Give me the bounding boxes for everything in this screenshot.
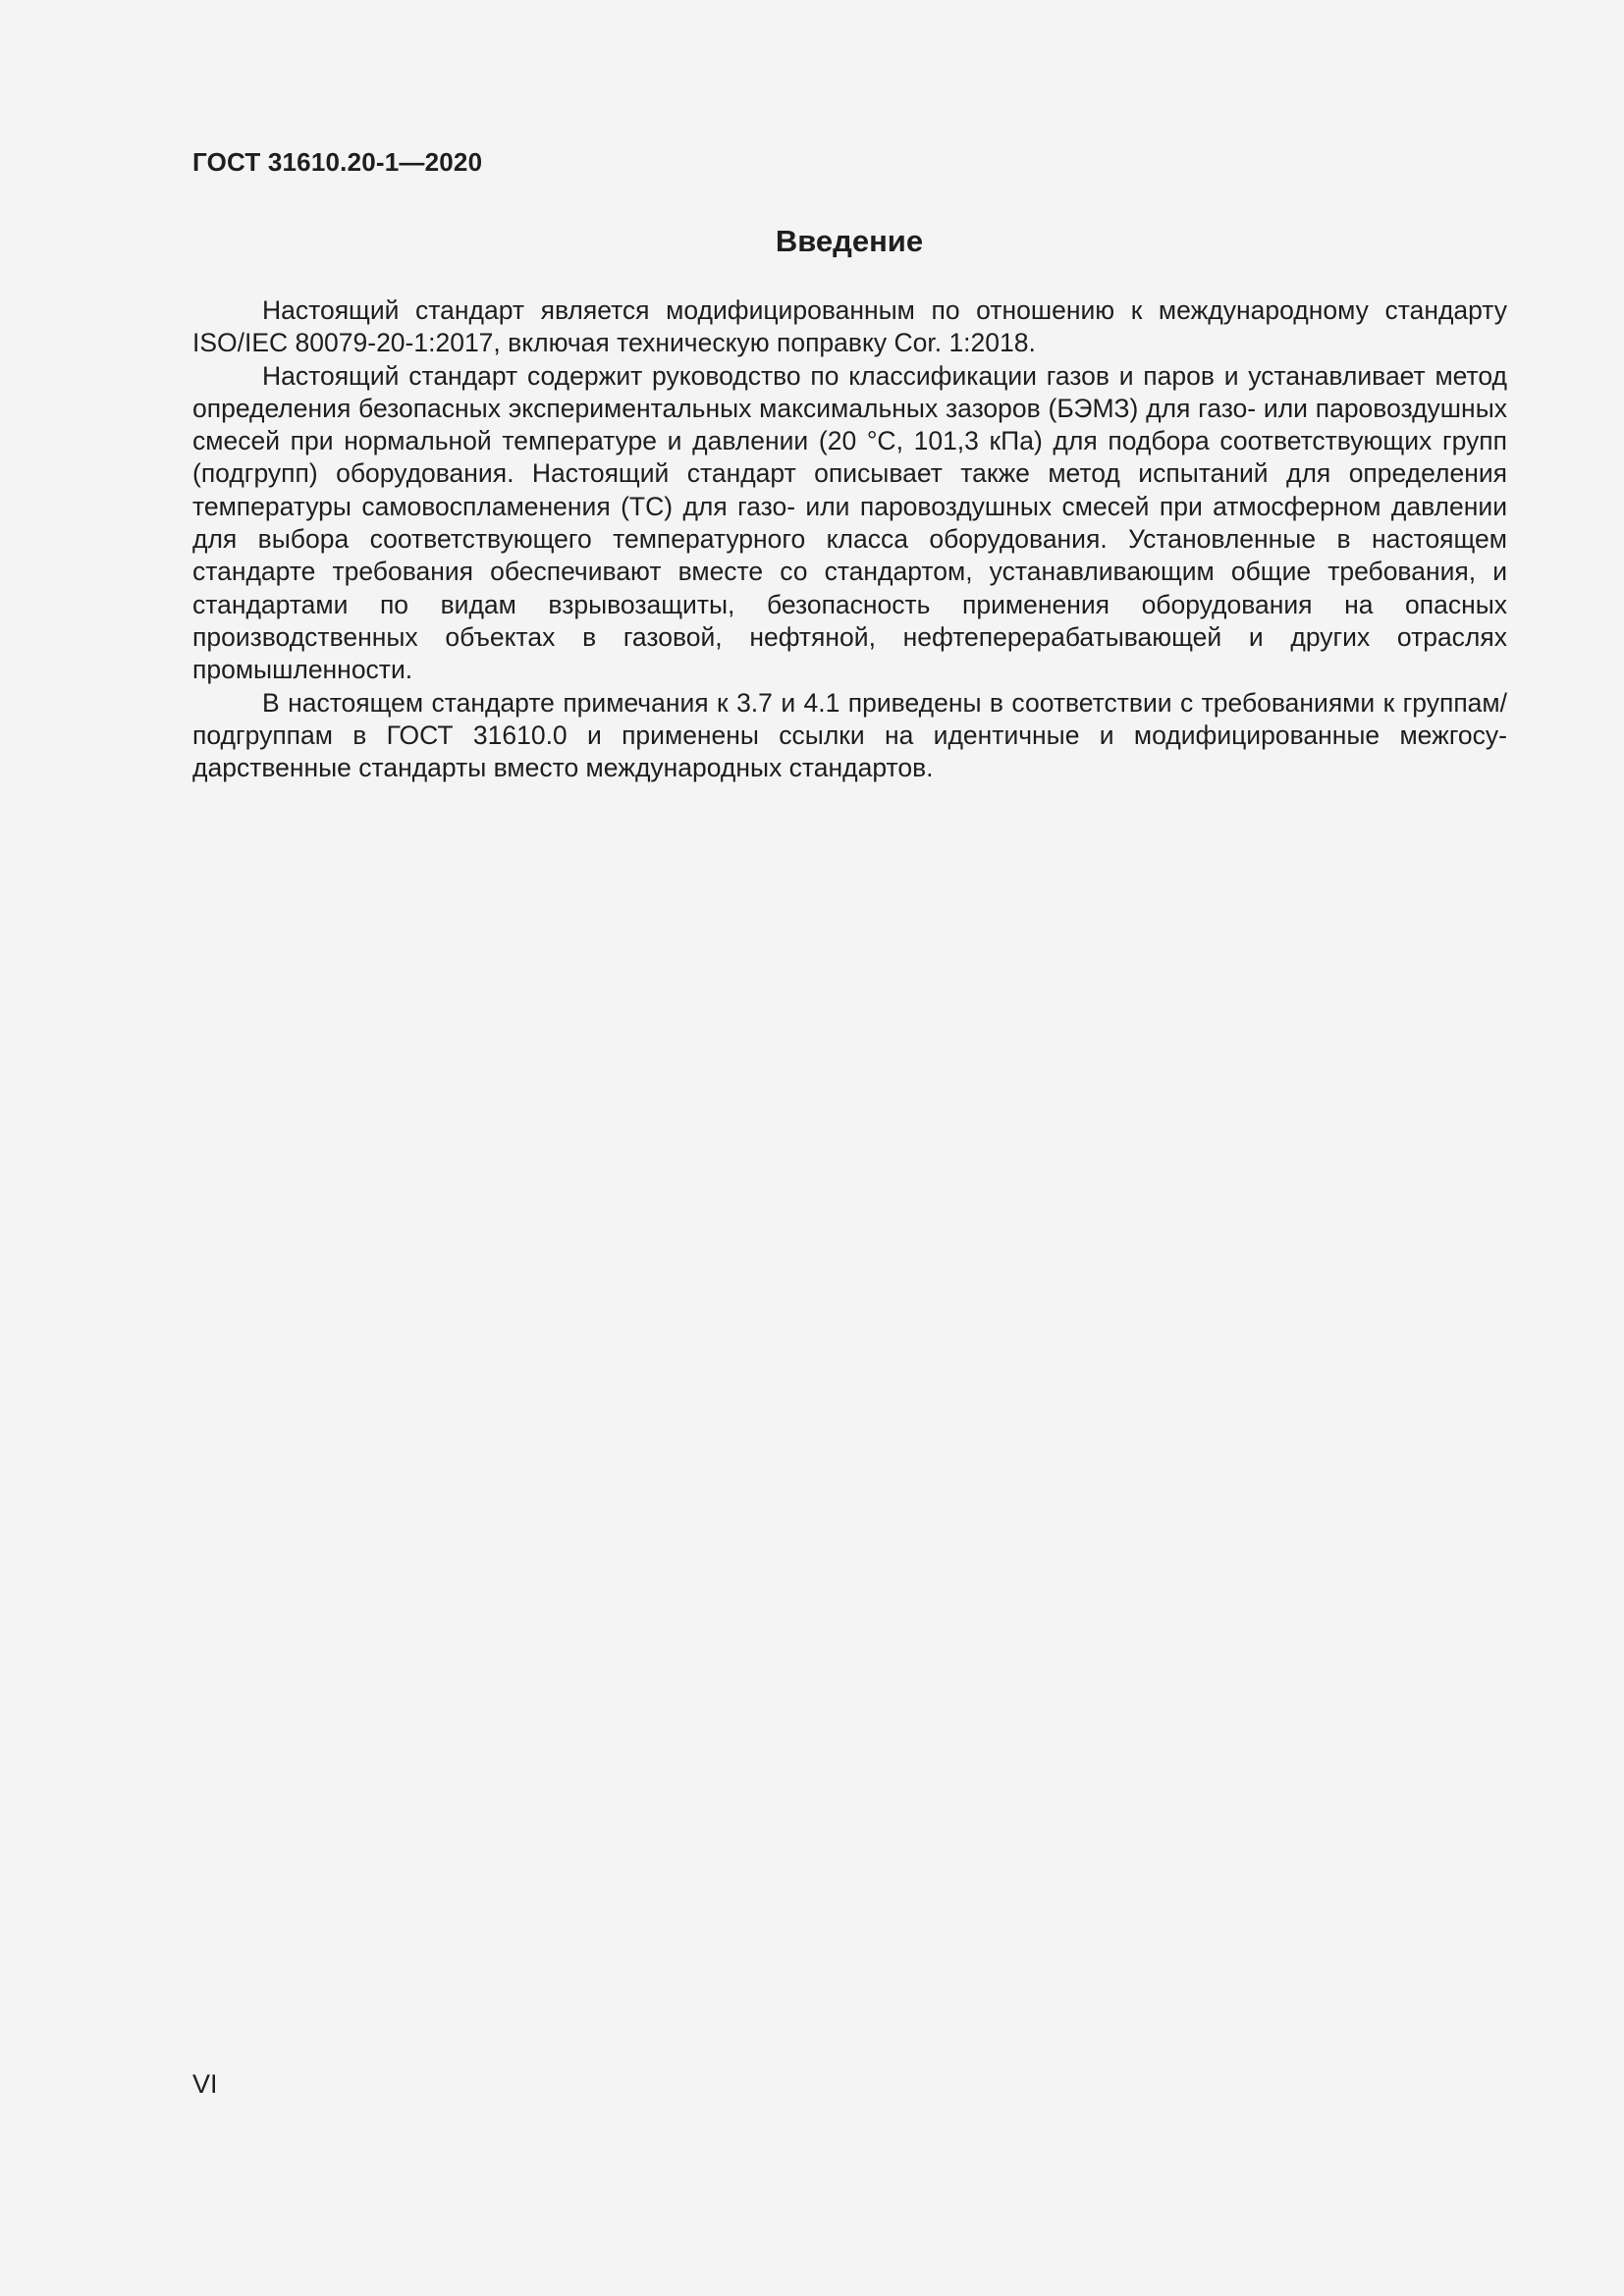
body-text [192, 294, 1507, 784]
standard-code-header: ГОСТ 31610.20-1—2020 [192, 147, 483, 177]
paragraph-3: В настоящем стандарте примечания к 3.7 и 4.1 приведены в соответствии с требованиями к группам/подгруппам в ГОСТ 31610.0 и применены ссылки на идентичные и модифицированные межгосударственные стандарты вместо международных стандартов. [192, 687, 1507, 783]
section-title: Введение [775, 224, 924, 258]
paragraph-2: Настоящий стандарт содержит руководство по классификации газов и паров и устанавливает метод определения безопасных экспериментальных максимальных зазоров (БЭМЗ) для газо- или паровоздушных смесей при нормальной температуре и давлении (20 °С, 101,3 кПа) для подбора соответствующих групп (подгрупп) оборудования. Настоящий стандарт описывает также метод испытаний для определения температуры самовоспламенения (ТС) для газо- или паровоздушных смесей при атмосферном давлении для выбора соответствующего температурного класса оборудования. Установленные в настоящем стандарте требования обеспечивают вместе со стандартом, устанавливающим общие требования, и стандартами по видам взрывозащиты, безопасность применения оборудования на опасных производственных объектах в газовой, нефтяной, нефтеперерабатывающей и других отраслях промышленности. [192, 360, 1507, 685]
page-number: VI [192, 2069, 218, 2099]
paragraph-1: Настоящий стандарт является модифицированным по отношению к международному стандарту ISO/IEC 80079-20-1:2017, включая техническую поправку Cor. 1:2018. [192, 295, 1507, 358]
